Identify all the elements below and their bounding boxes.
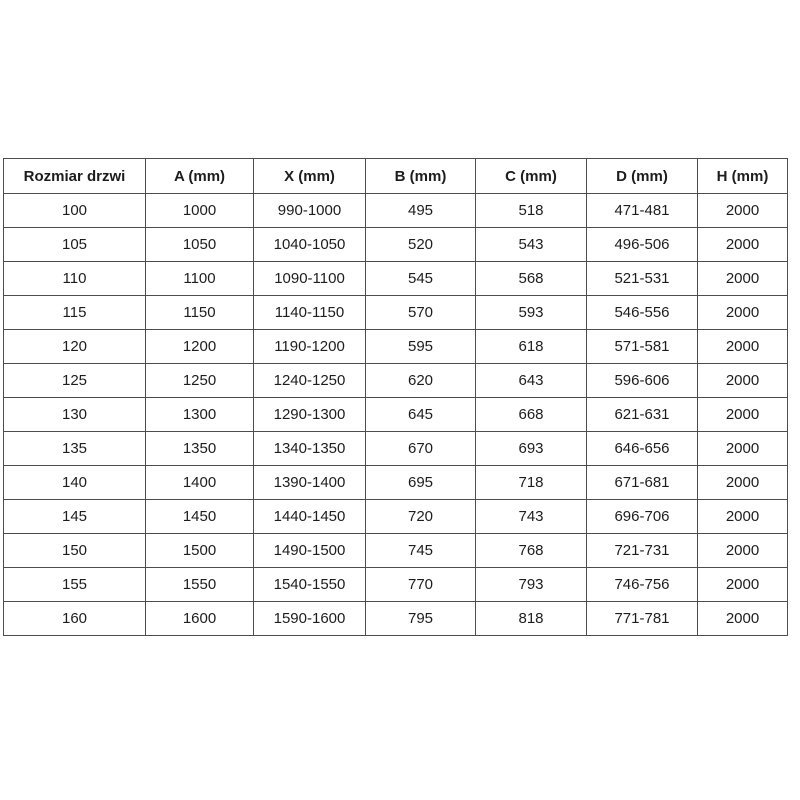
column-header: C (mm) — [476, 159, 587, 194]
table-cell: 1190-1200 — [254, 330, 366, 364]
table-cell: 1590-1600 — [254, 602, 366, 636]
table-body — [4, 194, 788, 636]
table-cell: 1140-1150 — [254, 296, 366, 330]
table-cell: 1040-1050 — [254, 228, 366, 262]
table-cell: 693 — [476, 432, 587, 466]
table-cell: 718 — [476, 466, 587, 500]
table-cell: 643 — [476, 364, 587, 398]
table-cell: 720 — [366, 500, 476, 534]
table-cell: 115 — [4, 296, 146, 330]
table-row — [4, 534, 788, 568]
table-cell: 135 — [4, 432, 146, 466]
table-cell: 695 — [366, 466, 476, 500]
table-cell: 2000 — [698, 432, 788, 466]
table-cell: 696-706 — [587, 500, 698, 534]
table-cell: 595 — [366, 330, 476, 364]
table-row — [4, 398, 788, 432]
table-cell: 671-681 — [587, 466, 698, 500]
table-cell: 1240-1250 — [254, 364, 366, 398]
table-cell: 1250 — [146, 364, 254, 398]
table-cell: 2000 — [698, 262, 788, 296]
table-cell: 120 — [4, 330, 146, 364]
table-cell: 571-581 — [587, 330, 698, 364]
table-cell: 1440-1450 — [254, 500, 366, 534]
table-row — [4, 228, 788, 262]
table-cell: 1340-1350 — [254, 432, 366, 466]
table-row — [4, 602, 788, 636]
table-cell: 1390-1400 — [254, 466, 366, 500]
table-cell: 621-631 — [587, 398, 698, 432]
table-cell: 618 — [476, 330, 587, 364]
table-head — [4, 159, 788, 194]
table-cell: 125 — [4, 364, 146, 398]
table-cell: 496-506 — [587, 228, 698, 262]
table-cell: 545 — [366, 262, 476, 296]
table-row — [4, 364, 788, 398]
table-cell: 746-756 — [587, 568, 698, 602]
table-cell: 1350 — [146, 432, 254, 466]
table-cell: 110 — [4, 262, 146, 296]
table-cell: 2000 — [698, 466, 788, 500]
table-cell: 745 — [366, 534, 476, 568]
table-cell: 568 — [476, 262, 587, 296]
table-cell: 2000 — [698, 534, 788, 568]
table-cell: 670 — [366, 432, 476, 466]
column-header: Rozmiar drzwi — [4, 159, 146, 194]
table-cell: 2000 — [698, 228, 788, 262]
table-cell: 795 — [366, 602, 476, 636]
table-row — [4, 330, 788, 364]
table-cell: 1200 — [146, 330, 254, 364]
table-cell: 145 — [4, 500, 146, 534]
table-cell: 140 — [4, 466, 146, 500]
column-header: D (mm) — [587, 159, 698, 194]
table-cell: 1300 — [146, 398, 254, 432]
table-cell: 2000 — [698, 296, 788, 330]
table-cell: 1050 — [146, 228, 254, 262]
table-cell: 105 — [4, 228, 146, 262]
table-cell: 2000 — [698, 602, 788, 636]
column-header: B (mm) — [366, 159, 476, 194]
table-cell: 646-656 — [587, 432, 698, 466]
table-cell: 2000 — [698, 194, 788, 228]
column-header: H (mm) — [698, 159, 788, 194]
table-cell: 1490-1500 — [254, 534, 366, 568]
table-cell: 596-606 — [587, 364, 698, 398]
table-cell: 768 — [476, 534, 587, 568]
table-cell: 155 — [4, 568, 146, 602]
table-cell: 1090-1100 — [254, 262, 366, 296]
table-cell: 471-481 — [587, 194, 698, 228]
table-cell: 100 — [4, 194, 146, 228]
table-row — [4, 194, 788, 228]
column-header: A (mm) — [146, 159, 254, 194]
table-cell: 1600 — [146, 602, 254, 636]
table-cell: 1000 — [146, 194, 254, 228]
table-cell: 520 — [366, 228, 476, 262]
table-cell: 2000 — [698, 398, 788, 432]
table-row — [4, 262, 788, 296]
table-row — [4, 296, 788, 330]
table-cell: 1450 — [146, 500, 254, 534]
table-cell: 645 — [366, 398, 476, 432]
table-cell: 770 — [366, 568, 476, 602]
table-cell: 1540-1550 — [254, 568, 366, 602]
table-cell: 1290-1300 — [254, 398, 366, 432]
column-header: X (mm) — [254, 159, 366, 194]
table-cell: 1150 — [146, 296, 254, 330]
table-row — [4, 432, 788, 466]
table-cell: 818 — [476, 602, 587, 636]
table-cell: 1550 — [146, 568, 254, 602]
table-cell: 150 — [4, 534, 146, 568]
table-cell: 2000 — [698, 568, 788, 602]
table-cell: 495 — [366, 194, 476, 228]
table-cell: 130 — [4, 398, 146, 432]
header-row — [4, 159, 788, 194]
table-cell: 793 — [476, 568, 587, 602]
table-row — [4, 568, 788, 602]
table-cell: 1400 — [146, 466, 254, 500]
table-cell: 1100 — [146, 262, 254, 296]
table-cell: 2000 — [698, 364, 788, 398]
table-cell: 668 — [476, 398, 587, 432]
table-cell: 721-731 — [587, 534, 698, 568]
table-cell: 521-531 — [587, 262, 698, 296]
table-cell: 160 — [4, 602, 146, 636]
table-row — [4, 466, 788, 500]
table-cell: 743 — [476, 500, 587, 534]
table-cell: 543 — [476, 228, 587, 262]
table-cell: 2000 — [698, 330, 788, 364]
door-size-spec-table — [3, 158, 788, 636]
table-cell: 2000 — [698, 500, 788, 534]
table-cell: 990-1000 — [254, 194, 366, 228]
table-cell: 593 — [476, 296, 587, 330]
table-cell: 1500 — [146, 534, 254, 568]
table-cell: 570 — [366, 296, 476, 330]
table-cell: 771-781 — [587, 602, 698, 636]
table-cell: 620 — [366, 364, 476, 398]
table-row — [4, 500, 788, 534]
table-cell: 546-556 — [587, 296, 698, 330]
table-cell: 518 — [476, 194, 587, 228]
